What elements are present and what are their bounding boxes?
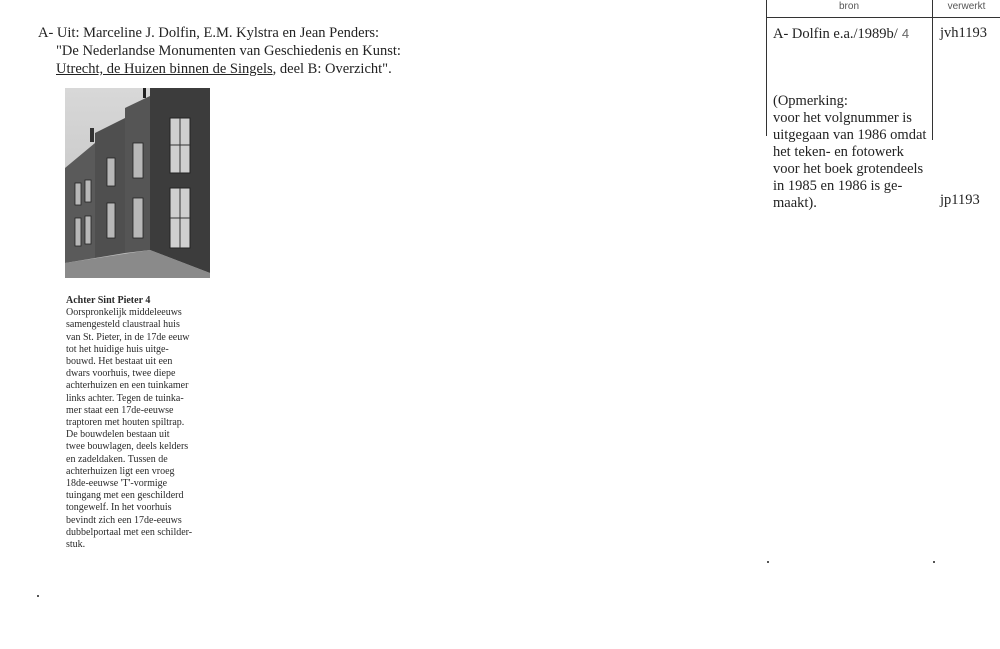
verwerkt-entry-1: jvh1193	[940, 25, 987, 41]
caption-line: twee bouwlagen, deels kelders	[66, 441, 189, 453]
caption-title: Achter Sint Pieter 4	[66, 295, 151, 306]
scan-mark	[37, 595, 39, 597]
caption-line: dubbelportaal met een schilder-	[66, 526, 193, 538]
caption-line: achterhuizen ligt een vroeg	[66, 465, 175, 477]
bron-number: 4	[901, 26, 910, 41]
caption-line: 18de-eeuwse 'T'-vormige	[66, 478, 168, 490]
header-bron: bron	[838, 1, 859, 12]
note-line: voor het boek grotendeels	[773, 161, 924, 177]
caption-line: links achter. Tegen de tuinka-	[66, 392, 184, 404]
building-photo	[65, 88, 210, 278]
table-header-line	[766, 17, 1000, 18]
note-line: (Opmerking:	[773, 93, 848, 109]
caption-line: traptoren met houten spiltrap.	[66, 417, 185, 429]
caption-line: tongewelf. In het voorhuis	[66, 502, 172, 514]
building-photo-illustration	[65, 88, 210, 278]
caption-line: en zadeldaken. Tussen de	[66, 453, 168, 465]
caption-line: achterhuizen en een tuinkamer	[66, 380, 189, 392]
reference-line-3-rest: , deel B: Overzicht".	[272, 61, 392, 77]
verwerkt-entry-2: jp1193	[940, 192, 980, 208]
caption-line: van St. Pieter, in de 17de eeuw	[66, 331, 190, 343]
scan-mark	[933, 561, 935, 563]
header-verwerkt: verwerkt	[947, 1, 986, 12]
caption-body	[66, 307, 221, 551]
caption-line: mer staat een 17de-eeuwse	[66, 404, 174, 416]
caption-line: bouwd. Het bestaat uit een	[66, 356, 173, 368]
caption-line: dwars voorhuis, twee diepe	[66, 368, 176, 380]
caption-line: stuk.	[66, 539, 86, 551]
bron-entry	[773, 25, 931, 43]
note-line: het teken- en fotowerk	[773, 144, 904, 160]
reference-line-3	[38, 60, 418, 78]
note-block	[773, 93, 933, 212]
table-left-border	[766, 18, 767, 136]
note-line: voor het volgnummer is	[773, 110, 912, 126]
note-line: in 1985 en 1986 is ge-	[773, 178, 903, 194]
caption-line: De bouwdelen bestaan uit	[66, 429, 170, 441]
caption-line: tuingang met een geschilderd	[66, 490, 184, 502]
reference-line-2: "De Nederlandse Monumenten van Geschiedenis en Kunst:	[56, 43, 401, 59]
caption-line: tot het huidige huis uitge-	[66, 343, 169, 355]
note-line: maakt).	[773, 195, 817, 211]
caption-line: bevindt zich een 17de-eeuws	[66, 514, 182, 526]
note-line: uitgegaan van 1986 omdat	[773, 127, 927, 143]
photo-caption	[66, 295, 221, 551]
bron-entry-text: A- Dolfin e.a./1989b/	[773, 26, 898, 42]
scan-mark	[767, 561, 769, 563]
reference-title-underlined: Utrecht, de Huizen binnen de Singels	[56, 61, 273, 77]
caption-line: samengesteld claustraal huis	[66, 319, 180, 331]
caption-line: Oorspronkelijk middeleeuws	[66, 307, 182, 319]
source-reference	[38, 24, 418, 78]
reference-line-1: A- Uit: Marceline J. Dolfin, E.M. Kylstra en Jean Penders:	[38, 25, 380, 41]
